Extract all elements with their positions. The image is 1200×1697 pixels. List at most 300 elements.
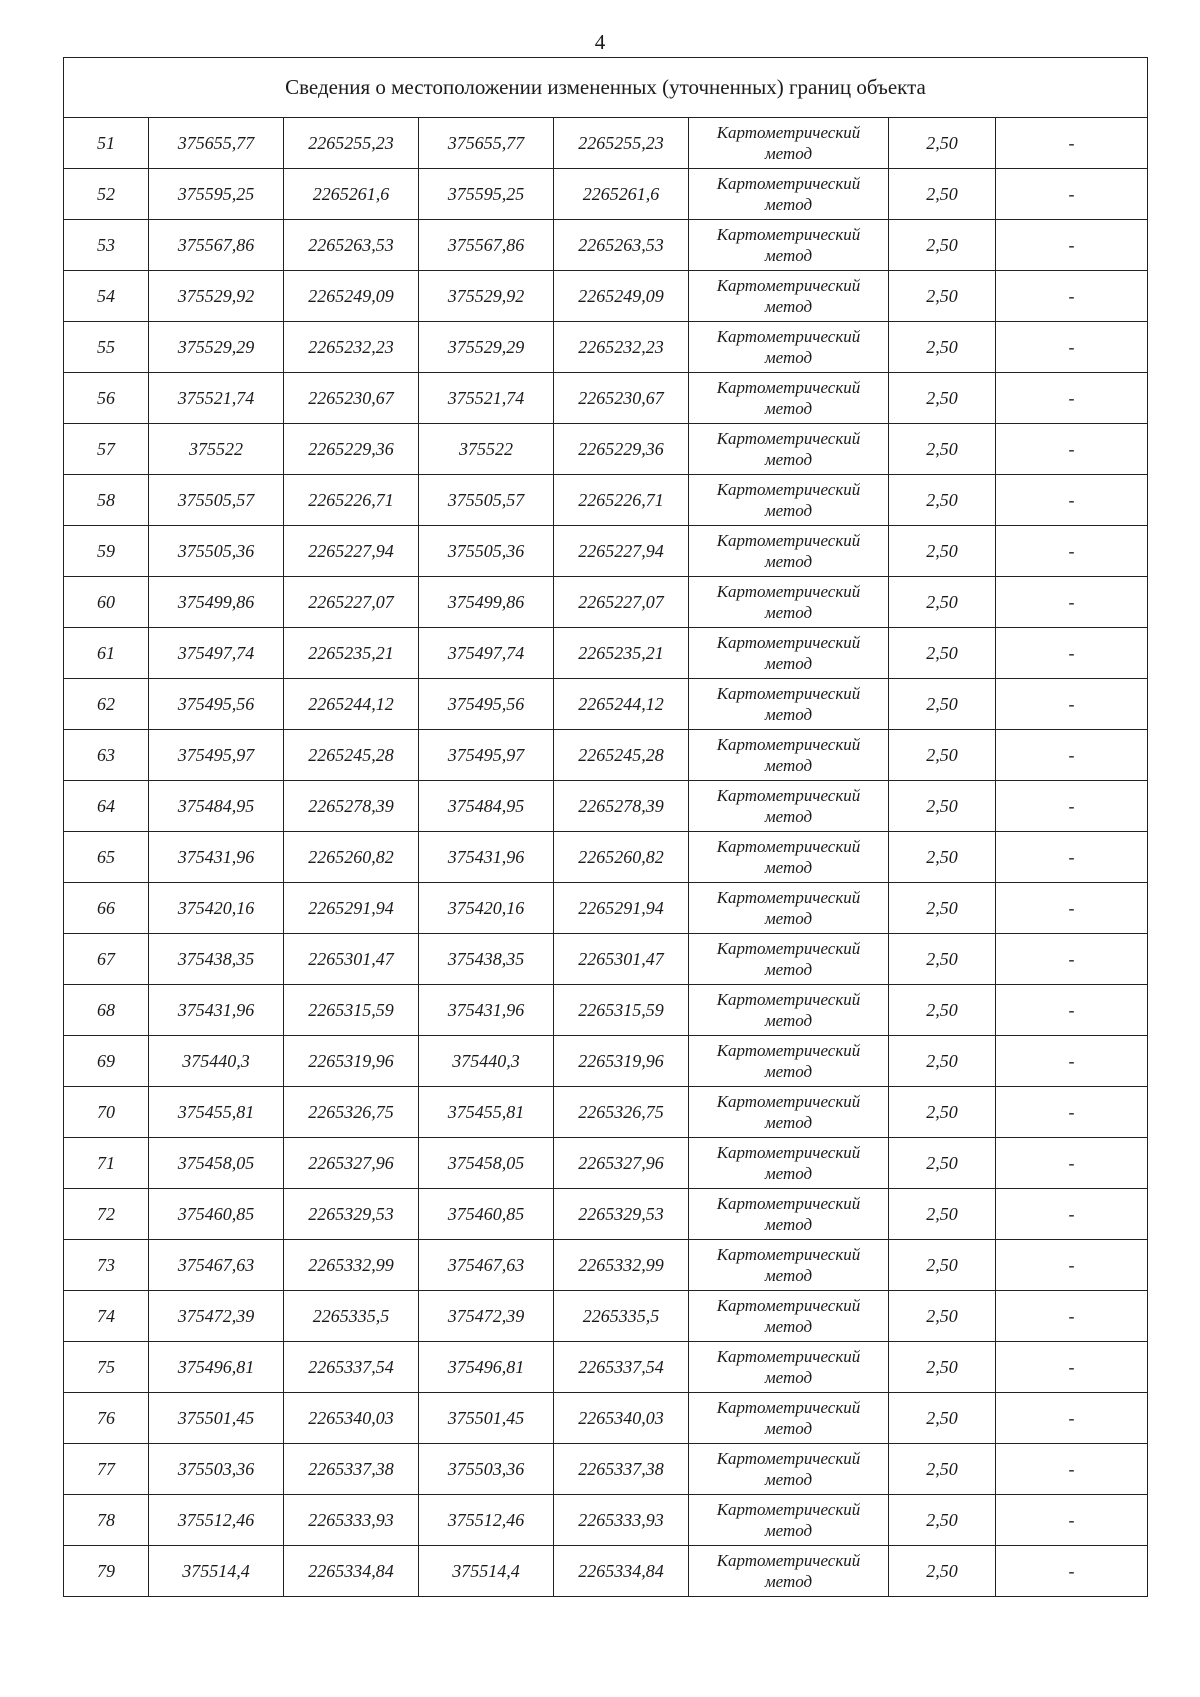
table-row (64, 1546, 1148, 1597)
method-label-line2: метод (764, 552, 813, 571)
method-label-line2: метод (764, 1113, 813, 1132)
existing-x-cell: 375522 (149, 424, 284, 475)
note-cell: - (996, 883, 1148, 934)
method-label-line2: метод (764, 654, 813, 673)
accuracy-cell: 2,50 (889, 169, 996, 220)
existing-x-cell: 375529,92 (149, 271, 284, 322)
point-number-cell: 56 (64, 373, 149, 424)
existing-y-cell: 2265235,21 (284, 628, 419, 679)
note-cell: - (996, 1087, 1148, 1138)
method-label-line2: метод (764, 1419, 813, 1438)
point-number-cell: 76 (64, 1393, 149, 1444)
refined-y-cell: 2265227,07 (554, 577, 689, 628)
note-cell: - (996, 424, 1148, 475)
method-cell (689, 577, 889, 628)
table-row (64, 1444, 1148, 1495)
method-label-line1: Картометрический (716, 531, 861, 550)
point-number-cell: 72 (64, 1189, 149, 1240)
refined-y-cell: 2265227,94 (554, 526, 689, 577)
refined-y-cell: 2265333,93 (554, 1495, 689, 1546)
refined-x-cell: 375655,77 (419, 118, 554, 169)
method-cell (689, 118, 889, 169)
point-number-cell: 79 (64, 1546, 149, 1597)
method-cell (689, 322, 889, 373)
method-label-line2: метод (764, 1011, 813, 1030)
note-cell: - (996, 1240, 1148, 1291)
accuracy-cell: 2,50 (889, 577, 996, 628)
refined-x-cell: 375460,85 (419, 1189, 554, 1240)
existing-y-cell: 2265327,96 (284, 1138, 419, 1189)
accuracy-cell: 2,50 (889, 1444, 996, 1495)
accuracy-cell: 2,50 (889, 832, 996, 883)
method-cell (689, 1393, 889, 1444)
table-row (64, 1240, 1148, 1291)
refined-x-cell: 375438,35 (419, 934, 554, 985)
method-label-line1: Картометрический (716, 735, 861, 754)
method-label-line2: метод (764, 501, 813, 520)
table-row (64, 271, 1148, 322)
refined-x-cell: 375455,81 (419, 1087, 554, 1138)
refined-y-cell: 2265261,6 (554, 169, 689, 220)
refined-x-cell: 375499,86 (419, 577, 554, 628)
refined-x-cell: 375512,46 (419, 1495, 554, 1546)
note-cell: - (996, 628, 1148, 679)
note-cell: - (996, 322, 1148, 373)
refined-y-cell: 2265340,03 (554, 1393, 689, 1444)
method-label-line2: метод (764, 399, 813, 418)
existing-y-cell: 2265260,82 (284, 832, 419, 883)
point-number-cell: 75 (64, 1342, 149, 1393)
existing-x-cell: 375497,74 (149, 628, 284, 679)
existing-x-cell: 375505,36 (149, 526, 284, 577)
existing-y-cell: 2265337,38 (284, 1444, 419, 1495)
refined-x-cell: 375505,36 (419, 526, 554, 577)
refined-y-cell: 2265229,36 (554, 424, 689, 475)
method-cell (689, 475, 889, 526)
existing-x-cell: 375495,97 (149, 730, 284, 781)
existing-x-cell: 375440,3 (149, 1036, 284, 1087)
existing-x-cell: 375458,05 (149, 1138, 284, 1189)
existing-y-cell: 2265229,36 (284, 424, 419, 475)
accuracy-cell: 2,50 (889, 322, 996, 373)
method-cell (689, 1546, 889, 1597)
method-cell (689, 883, 889, 934)
point-number-cell: 57 (64, 424, 149, 475)
existing-x-cell: 375529,29 (149, 322, 284, 373)
note-cell: - (996, 1291, 1148, 1342)
refined-y-cell: 2265226,71 (554, 475, 689, 526)
table-row (64, 1291, 1148, 1342)
refined-y-cell: 2265263,53 (554, 220, 689, 271)
method-label-line2: метод (764, 195, 813, 214)
method-label-line2: метод (764, 1368, 813, 1387)
method-label-line2: метод (764, 960, 813, 979)
existing-x-cell: 375514,4 (149, 1546, 284, 1597)
method-label-line1: Картометрический (716, 888, 861, 907)
method-label-line2: метод (764, 144, 813, 163)
accuracy-cell: 2,50 (889, 220, 996, 271)
table-row (64, 118, 1148, 169)
existing-y-cell: 2265319,96 (284, 1036, 419, 1087)
existing-x-cell: 375431,96 (149, 832, 284, 883)
point-number-cell: 59 (64, 526, 149, 577)
refined-y-cell: 2265327,96 (554, 1138, 689, 1189)
point-number-cell: 53 (64, 220, 149, 271)
method-label-line1: Картометрический (716, 1143, 861, 1162)
method-label-line2: метод (764, 807, 813, 826)
refined-y-cell: 2265315,59 (554, 985, 689, 1036)
point-number-cell: 71 (64, 1138, 149, 1189)
refined-x-cell: 375484,95 (419, 781, 554, 832)
refined-y-cell: 2265335,5 (554, 1291, 689, 1342)
table-row (64, 1036, 1148, 1087)
method-cell (689, 934, 889, 985)
method-label-line2: метод (764, 1266, 813, 1285)
note-cell: - (996, 1342, 1148, 1393)
method-cell (689, 1036, 889, 1087)
refined-y-cell: 2265230,67 (554, 373, 689, 424)
note-cell: - (996, 1444, 1148, 1495)
refined-x-cell: 375495,56 (419, 679, 554, 730)
table-row (64, 1138, 1148, 1189)
refined-x-cell: 375529,29 (419, 322, 554, 373)
note-cell: - (996, 1189, 1148, 1240)
method-label-line2: метод (764, 756, 813, 775)
accuracy-cell: 2,50 (889, 373, 996, 424)
page-number: 4 (594, 30, 606, 54)
refined-x-cell: 375431,96 (419, 832, 554, 883)
refined-y-cell: 2265334,84 (554, 1546, 689, 1597)
method-cell (689, 628, 889, 679)
accuracy-cell: 2,50 (889, 424, 996, 475)
existing-x-cell: 375505,57 (149, 475, 284, 526)
method-cell (689, 169, 889, 220)
existing-y-cell: 2265329,53 (284, 1189, 419, 1240)
method-cell (689, 1444, 889, 1495)
refined-y-cell: 2265244,12 (554, 679, 689, 730)
existing-y-cell: 2265261,6 (284, 169, 419, 220)
note-cell: - (996, 118, 1148, 169)
method-cell (689, 832, 889, 883)
method-cell (689, 985, 889, 1036)
refined-y-cell: 2265332,99 (554, 1240, 689, 1291)
existing-x-cell: 375655,77 (149, 118, 284, 169)
existing-x-cell: 375595,25 (149, 169, 284, 220)
method-label-line1: Картометрический (716, 480, 861, 499)
note-cell: - (996, 781, 1148, 832)
method-label-line2: метод (764, 1062, 813, 1081)
note-cell: - (996, 1393, 1148, 1444)
point-number-cell: 70 (64, 1087, 149, 1138)
existing-y-cell: 2265301,47 (284, 934, 419, 985)
refined-y-cell: 2265337,38 (554, 1444, 689, 1495)
table-row (64, 1342, 1148, 1393)
existing-y-cell: 2265334,84 (284, 1546, 419, 1597)
refined-y-cell: 2265235,21 (554, 628, 689, 679)
existing-y-cell: 2265244,12 (284, 679, 419, 730)
table-row (64, 220, 1148, 271)
existing-x-cell: 375420,16 (149, 883, 284, 934)
refined-y-cell: 2265260,82 (554, 832, 689, 883)
refined-y-cell: 2265245,28 (554, 730, 689, 781)
existing-y-cell: 2265315,59 (284, 985, 419, 1036)
existing-x-cell: 375512,46 (149, 1495, 284, 1546)
refined-x-cell: 375521,74 (419, 373, 554, 424)
refined-x-cell: 375505,57 (419, 475, 554, 526)
existing-y-cell: 2265335,5 (284, 1291, 419, 1342)
existing-x-cell: 375438,35 (149, 934, 284, 985)
table-title-row (64, 58, 1148, 118)
table-row (64, 628, 1148, 679)
method-label-line1: Картометрический (716, 1194, 861, 1213)
method-label-line1: Картометрический (716, 276, 861, 295)
refined-x-cell: 375496,81 (419, 1342, 554, 1393)
refined-x-cell: 375495,97 (419, 730, 554, 781)
existing-y-cell: 2265227,94 (284, 526, 419, 577)
method-label-line2: метод (764, 246, 813, 265)
table-row (64, 730, 1148, 781)
method-cell (689, 424, 889, 475)
existing-x-cell: 375567,86 (149, 220, 284, 271)
method-label-line2: метод (764, 1164, 813, 1183)
table-row (64, 883, 1148, 934)
table-row (64, 475, 1148, 526)
accuracy-cell: 2,50 (889, 1495, 996, 1546)
existing-y-cell: 2265263,53 (284, 220, 419, 271)
existing-x-cell: 375460,85 (149, 1189, 284, 1240)
point-number-cell: 61 (64, 628, 149, 679)
accuracy-cell: 2,50 (889, 679, 996, 730)
method-cell (689, 1240, 889, 1291)
table-row (64, 934, 1148, 985)
point-number-cell: 63 (64, 730, 149, 781)
point-number-cell: 73 (64, 1240, 149, 1291)
point-number-cell: 51 (64, 118, 149, 169)
method-label-line2: метод (764, 1470, 813, 1489)
existing-y-cell: 2265340,03 (284, 1393, 419, 1444)
refined-y-cell: 2265232,23 (554, 322, 689, 373)
existing-y-cell: 2265332,99 (284, 1240, 419, 1291)
refined-x-cell: 375514,4 (419, 1546, 554, 1597)
refined-x-cell: 375522 (419, 424, 554, 475)
point-number-cell: 68 (64, 985, 149, 1036)
accuracy-cell: 2,50 (889, 1393, 996, 1444)
method-label-line1: Картометрический (716, 837, 861, 856)
refined-x-cell: 375595,25 (419, 169, 554, 220)
existing-x-cell: 375501,45 (149, 1393, 284, 1444)
method-label-line1: Картометрический (716, 1398, 861, 1417)
note-cell: - (996, 1495, 1148, 1546)
accuracy-cell: 2,50 (889, 1546, 996, 1597)
refined-y-cell: 2265319,96 (554, 1036, 689, 1087)
note-cell: - (996, 169, 1148, 220)
method-label-line1: Картометрический (716, 1092, 861, 1111)
note-cell: - (996, 526, 1148, 577)
method-cell (689, 271, 889, 322)
method-label-line1: Картометрический (716, 1296, 861, 1315)
method-label-line1: Картометрический (716, 225, 861, 244)
method-label-line2: метод (764, 705, 813, 724)
refined-y-cell: 2265291,94 (554, 883, 689, 934)
accuracy-cell: 2,50 (889, 1138, 996, 1189)
method-label-line1: Картометрический (716, 1500, 861, 1519)
refined-x-cell: 375503,36 (419, 1444, 554, 1495)
refined-y-cell: 2265255,23 (554, 118, 689, 169)
refined-y-cell: 2265326,75 (554, 1087, 689, 1138)
table-row (64, 424, 1148, 475)
method-cell (689, 730, 889, 781)
method-label-line1: Картометрический (716, 378, 861, 397)
note-cell: - (996, 985, 1148, 1036)
method-label-line1: Картометрический (716, 1551, 861, 1570)
table-row (64, 577, 1148, 628)
note-cell: - (996, 373, 1148, 424)
existing-y-cell: 2265255,23 (284, 118, 419, 169)
accuracy-cell: 2,50 (889, 781, 996, 832)
note-cell: - (996, 475, 1148, 526)
note-cell: - (996, 730, 1148, 781)
method-cell (689, 1138, 889, 1189)
method-label-line2: метод (764, 1521, 813, 1540)
method-cell (689, 526, 889, 577)
note-cell: - (996, 934, 1148, 985)
method-label-line1: Картометрический (716, 1041, 861, 1060)
refined-x-cell: 375420,16 (419, 883, 554, 934)
table-row (64, 1087, 1148, 1138)
point-number-cell: 55 (64, 322, 149, 373)
point-number-cell: 65 (64, 832, 149, 883)
existing-y-cell: 2265337,54 (284, 1342, 419, 1393)
point-number-cell: 64 (64, 781, 149, 832)
existing-x-cell: 375467,63 (149, 1240, 284, 1291)
refined-x-cell: 375529,92 (419, 271, 554, 322)
existing-x-cell: 375455,81 (149, 1087, 284, 1138)
method-label-line1: Картометрический (716, 327, 861, 346)
accuracy-cell: 2,50 (889, 934, 996, 985)
accuracy-cell: 2,50 (889, 1291, 996, 1342)
method-cell (689, 373, 889, 424)
method-label-line1: Картометрический (716, 939, 861, 958)
existing-y-cell: 2265333,93 (284, 1495, 419, 1546)
note-cell: - (996, 577, 1148, 628)
method-label-line2: метод (764, 348, 813, 367)
method-label-line1: Картометрический (716, 1347, 861, 1366)
existing-x-cell: 375499,86 (149, 577, 284, 628)
method-label-line2: метод (764, 450, 813, 469)
accuracy-cell: 2,50 (889, 526, 996, 577)
existing-y-cell: 2265278,39 (284, 781, 419, 832)
refined-x-cell: 375431,96 (419, 985, 554, 1036)
accuracy-cell: 2,50 (889, 628, 996, 679)
existing-y-cell: 2265232,23 (284, 322, 419, 373)
table-row (64, 373, 1148, 424)
table-row (64, 781, 1148, 832)
accuracy-cell: 2,50 (889, 118, 996, 169)
accuracy-cell: 2,50 (889, 271, 996, 322)
refined-x-cell: 375467,63 (419, 1240, 554, 1291)
existing-x-cell: 375484,95 (149, 781, 284, 832)
accuracy-cell: 2,50 (889, 1240, 996, 1291)
existing-y-cell: 2265291,94 (284, 883, 419, 934)
table-title: Сведения о местоположении измененных (уточненных) границ объекта (64, 58, 1148, 118)
accuracy-cell: 2,50 (889, 985, 996, 1036)
note-cell: - (996, 271, 1148, 322)
method-cell (689, 1189, 889, 1240)
refined-x-cell: 375440,3 (419, 1036, 554, 1087)
method-cell (689, 781, 889, 832)
refined-x-cell: 375501,45 (419, 1393, 554, 1444)
table-row (64, 169, 1148, 220)
method-cell (689, 679, 889, 730)
point-number-cell: 67 (64, 934, 149, 985)
existing-x-cell: 375495,56 (149, 679, 284, 730)
method-cell (689, 220, 889, 271)
refined-x-cell: 375458,05 (419, 1138, 554, 1189)
existing-x-cell: 375496,81 (149, 1342, 284, 1393)
existing-x-cell: 375521,74 (149, 373, 284, 424)
note-cell: - (996, 679, 1148, 730)
refined-y-cell: 2265337,54 (554, 1342, 689, 1393)
note-cell: - (996, 1138, 1148, 1189)
refined-x-cell: 375472,39 (419, 1291, 554, 1342)
point-number-cell: 78 (64, 1495, 149, 1546)
method-label-line2: метод (764, 909, 813, 928)
refined-x-cell: 375567,86 (419, 220, 554, 271)
refined-y-cell: 2265278,39 (554, 781, 689, 832)
table-row (64, 322, 1148, 373)
accuracy-cell: 2,50 (889, 1036, 996, 1087)
accuracy-cell: 2,50 (889, 1087, 996, 1138)
method-label-line1: Картометрический (716, 123, 861, 142)
table-row (64, 1393, 1148, 1444)
point-number-cell: 69 (64, 1036, 149, 1087)
note-cell: - (996, 1036, 1148, 1087)
existing-x-cell: 375503,36 (149, 1444, 284, 1495)
point-number-cell: 58 (64, 475, 149, 526)
table-body (64, 58, 1148, 1597)
existing-y-cell: 2265249,09 (284, 271, 419, 322)
point-number-cell: 62 (64, 679, 149, 730)
method-label-line1: Картометрический (716, 582, 861, 601)
method-label-line2: метод (764, 1572, 813, 1591)
existing-x-cell: 375472,39 (149, 1291, 284, 1342)
existing-x-cell: 375431,96 (149, 985, 284, 1036)
point-number-cell: 60 (64, 577, 149, 628)
point-number-cell: 54 (64, 271, 149, 322)
method-cell (689, 1087, 889, 1138)
method-label-line1: Картометрический (716, 786, 861, 805)
existing-y-cell: 2265227,07 (284, 577, 419, 628)
method-label-line1: Картометрический (716, 684, 861, 703)
refined-y-cell: 2265329,53 (554, 1189, 689, 1240)
method-label-line1: Картометрический (716, 633, 861, 652)
method-label-line1: Картометрический (716, 429, 861, 448)
method-cell (689, 1495, 889, 1546)
method-cell (689, 1342, 889, 1393)
boundary-coordinates-table (63, 57, 1148, 1597)
existing-y-cell: 2265230,67 (284, 373, 419, 424)
method-label-line1: Картометрический (716, 174, 861, 193)
method-cell (689, 1291, 889, 1342)
table-row (64, 526, 1148, 577)
accuracy-cell: 2,50 (889, 1189, 996, 1240)
table-row (64, 1495, 1148, 1546)
refined-y-cell: 2265301,47 (554, 934, 689, 985)
existing-y-cell: 2265226,71 (284, 475, 419, 526)
point-number-cell: 66 (64, 883, 149, 934)
note-cell: - (996, 1546, 1148, 1597)
method-label-line1: Картометрический (716, 990, 861, 1009)
